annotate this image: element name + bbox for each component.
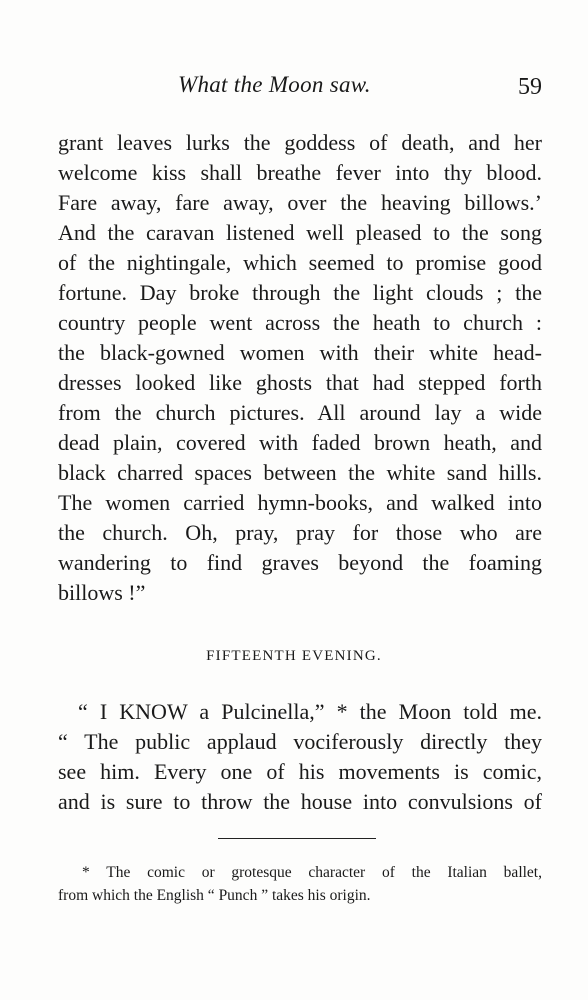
text-line: grant leaves lurks the goddess of death, and her: [58, 130, 542, 155]
text-line: dead plain, covered with faded brown heath, and: [58, 430, 542, 455]
text-line: The women carried hymn-books, and walked into: [58, 490, 542, 515]
text-line: And the caravan listened well pleased to the song: [58, 220, 542, 245]
text-line: fortune. Day broke through the light clouds ; the: [58, 280, 542, 305]
footnote-line: from which the English “ Punch ” takes his origin.: [58, 887, 371, 904]
running-title: What the Moon saw.: [178, 72, 371, 97]
text-line: see him. Every one of his movements is comic,: [58, 759, 542, 784]
text-line: welcome kiss shall breathe fever into thy blood.: [58, 160, 542, 185]
section-heading: FIFTEENTH EVENING.: [206, 648, 382, 664]
page-number: 59: [518, 74, 542, 100]
text-line: Fare away, fare away, over the heaving billows.’: [58, 190, 542, 215]
text-line: billows !”: [58, 580, 146, 605]
text-line: country people went across the heath to church :: [58, 310, 542, 335]
text-line: “ I KNOW a Pulcinella,” * the Moon told me.: [78, 699, 542, 724]
running-head: [58, 70, 544, 106]
text-line: “ The public applaud vociferously directly they: [58, 729, 542, 754]
text-line: black charred spaces between the white sand hills.: [58, 460, 542, 485]
text-line: the black-gowned women with their white head-: [58, 340, 542, 365]
text-line: the church. Oh, pray, pray for those who are: [58, 520, 542, 545]
footnote: [58, 861, 542, 907]
text-line: wandering to find graves beyond the foaming: [58, 550, 542, 575]
text-line: dresses looked like ghosts that had stepped forth: [58, 370, 542, 395]
footnote-line: * The comic or grotesque character of the Italian ballet,: [82, 864, 542, 881]
text-line: from the church pictures. All around lay a wide: [58, 400, 542, 425]
paragraph-fifteenth-evening: [58, 697, 542, 817]
text-line: of the nightingale, which seemed to promise good: [58, 250, 542, 275]
text-line: and is sure to throw the house into convulsions of: [58, 789, 542, 814]
paragraph-continued: [58, 128, 542, 608]
footnote-divider: [218, 838, 376, 839]
